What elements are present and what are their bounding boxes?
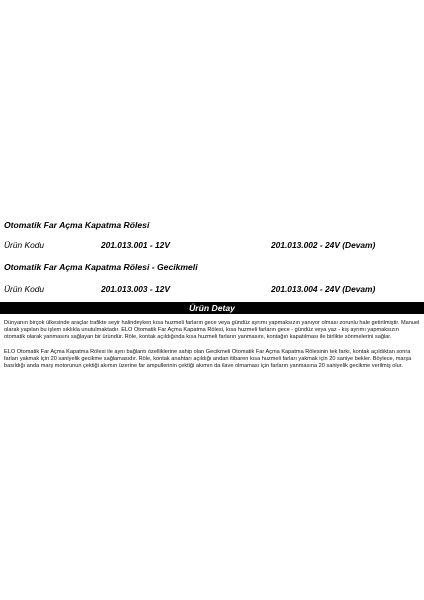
product-code-label: Ürün Kodu	[4, 284, 45, 294]
product-code-12v: 201.013.001 - 12V	[101, 240, 170, 250]
product-title-delayed: Otomatik Far Açma Kapatma Rölesi - Gecikmeli	[4, 262, 198, 272]
product-code-label: Ürün Kodu	[4, 240, 45, 250]
product-code-24v: 201.013.002 - 24V (Devam)	[271, 240, 376, 250]
product-title-standard: Otomatik Far Açma Kapatma Rölesi	[4, 220, 150, 230]
detail-paragraph: Dünyanın birçok ülkesinde araçlar trafikte seyir halindeyken kısa huzmeli farların gece veya gündüz ayrımı yapmaksızın yanıyor olması zorunlu hale getirilmiştir. Manuel olarak yapılan bu işlem sıklıkla unutulmaktadır. ELO Otomatik Far Açma Kapatma Rölesi, kısa huzmeli farların gece - gündüz veya yaz - kış ayrımı yapmaksızın otomatik olarak yanmasını sağlayan bir üründür. Röle, kontak açıldığında kısa huzmeli farların yanmasını, kontağın kapatılması ile birlikte sönmelerini sağlar.	[4, 320, 420, 340]
product-detail-heading: Ürün Detay	[0, 302, 424, 314]
product-code-row	[0, 240, 424, 252]
product-code-12v: 201.013.003 - 12V	[101, 284, 170, 294]
detail-paragraph: ELO Otomatik Far Açma Kapatma Rölesi ile aynı bağlantı özelliklerine sahip olan Gecikmeli Otomatik Far Açma Kapatma Rölesinin tek farkı, kontak açıldıktan sonra farları yakmak için 20 saniyelik gecikme sağlamasıdır. Röle, kontak anahtarı açıldığı andan itibaren kısa huzmeli farları yakmak için 20 saniye bekler. Böylece, marşa basıldığı anda marş motorunun çektiği akımın üzerine far ampullerinin çektiği akımın da ilave olmaması için farların yanmasına 20 saniyelik gecikme verilmiş olur.	[4, 349, 412, 369]
product-code-24v: 201.013.004 - 24V (Devam)	[271, 284, 376, 294]
product-code-row	[0, 284, 424, 296]
